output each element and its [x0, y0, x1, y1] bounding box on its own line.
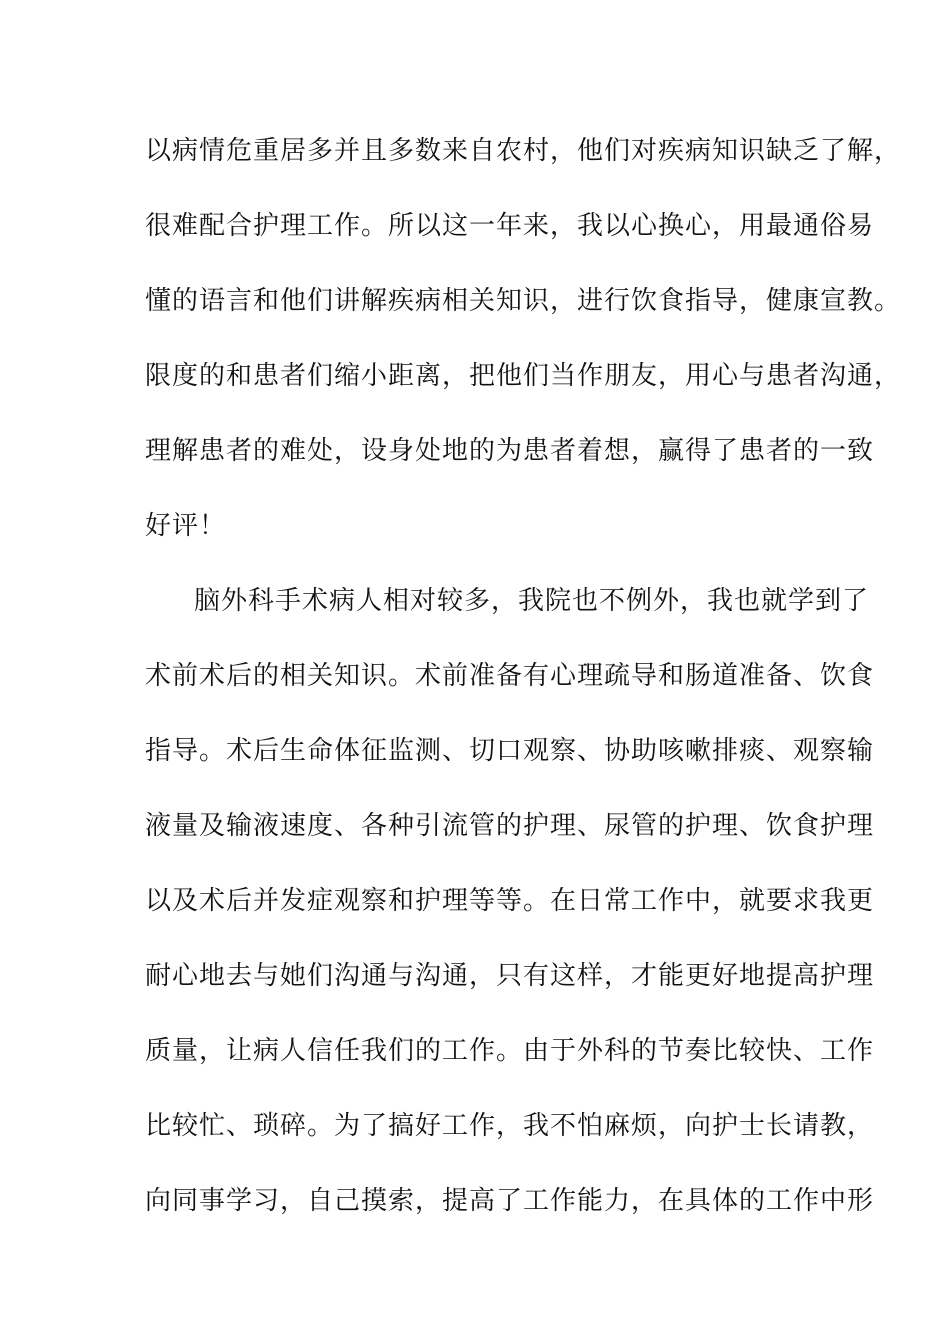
paragraph-2-line: 质量，让病人信任我们的工作。由于外科的节奏比较快、工作: [145, 1036, 875, 1066]
paragraph-2-line: 耐心地去与她们沟通与沟通，只有这样，才能更好地提高护理: [145, 961, 875, 991]
paragraph-2-line: 比较忙、琐碎。为了搞好工作，我不怕麻烦，向护士长请教，: [145, 1111, 875, 1141]
paragraph-1-line: 懂的语言和他们讲解疾病相关知识，进行饮食指导，健康宣教。: [145, 286, 902, 316]
paragraph-2-line: 向同事学习，自己摸索，提高了工作能力，在具体的工作中形: [145, 1186, 875, 1216]
paragraph-2-line: 脑外科手术病人相对较多，我院也不例外，我也就学到了: [194, 586, 870, 616]
paragraph-2-line: 指导。术后生命体征监测、切口观察、协助咳嗽排痰、观察输: [145, 736, 875, 766]
paragraph-1-line: 很难配合护理工作。所以这一年来，我以心换心，用最通俗易: [145, 211, 875, 241]
paragraph-2-line: 术前术后的相关知识。术前准备有心理疏导和肠道准备、饮食: [145, 661, 875, 691]
paragraph-2-line: 以及术后并发症观察和护理等等。在日常工作中，就要求我更: [145, 886, 875, 916]
paragraph-2-line: 液量及输液速度、各种引流管的护理、尿管的护理、饮食护理: [145, 811, 875, 841]
paragraph-1-line: 限度的和患者们缩小距离，把他们当作朋友，用心与患者沟通，: [145, 361, 902, 391]
paragraph-1-line: 以病情危重居多并且多数来自农村，他们对疾病知识缺乏了解，: [145, 136, 902, 166]
paragraph-1-line: 理解患者的难处，设身处地的为患者着想，赢得了患者的一致: [145, 436, 875, 466]
paragraph-1-line: 好评！: [145, 511, 227, 541]
